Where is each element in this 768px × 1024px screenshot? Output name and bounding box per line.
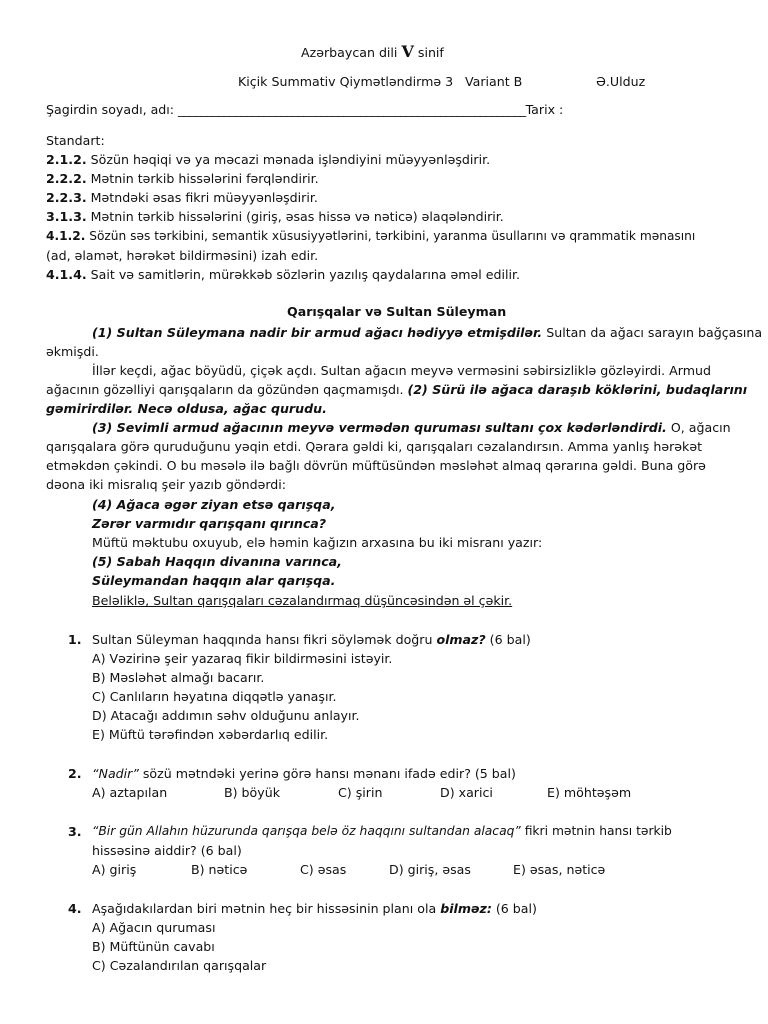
standard-item: 2.2.2. Mətnin tərkib hissələrini fərqləndirir. xyxy=(46,171,319,186)
question-1-option-e[interactable]: E) Müftü tərəfindən xəbərdarlıq edilir. xyxy=(92,727,329,742)
question-2-option-a[interactable]: A) aztapılan xyxy=(92,785,168,800)
question-3-number: 3. xyxy=(68,824,82,839)
question-2-text: “Nadir” sözü mətndəki yerinə görə hansı mənanı ifadə edir? (5 bal) xyxy=(92,766,516,781)
question-3-option-c[interactable]: C) əsas xyxy=(300,862,347,877)
standard-item: 4.1.4. Sait və samitlərin, mürəkkəb sözlərin yazılış qaydalarına əməl edilir. xyxy=(46,267,521,282)
question-1-option-b[interactable]: B) Məsləhət almağı bacarır. xyxy=(92,670,265,685)
story-conclusion: Beləliklə, Sultan qarışqaları cəzalandırmaq düşüncəsindən əl çəkir. xyxy=(92,593,513,608)
standard-item: 2.2.3. Mətndəki əsas fikri müəyyənləşdirir. xyxy=(46,190,318,205)
story-paragraph-1-cont: əkmişdi. xyxy=(46,344,99,359)
question-2-option-e[interactable]: E) möhtəşəm xyxy=(547,785,632,800)
verse-4-line-2: Zərər varmıdır qarışqanı qırınca? xyxy=(92,516,327,531)
question-1-option-d[interactable]: D) Atacağı addımın səhv olduğunu anlayır. xyxy=(92,708,360,723)
student-name-row xyxy=(46,102,563,117)
story-paragraph-3-cont: dəona iki misralıq şeir yazıb göndərdi: xyxy=(46,477,287,492)
question-3-option-a[interactable]: A) giriş xyxy=(92,862,137,877)
verse-5-line-1: (5) Sabah Haqqın divanına varınca, xyxy=(92,554,342,569)
question-1-option-c[interactable]: C) Canlıların həyatına diqqətlə yanaşır. xyxy=(92,689,337,704)
story-paragraph-2: İllər keçdi, ağac böyüdü, çiçək açdı. Sultan ağacın meyvə verməsini səbirsizliklə gözləyirdi. Armud xyxy=(92,363,711,378)
question-4-option-b[interactable]: B) Müftünün cavabı xyxy=(92,939,215,954)
grade-word: sinif xyxy=(417,45,444,60)
story-paragraph-3: (3) Sevimli armud ağacının meyvə vermədən quruması sultanı çox kədərləndirdi. O, ağacın xyxy=(92,420,731,435)
question-1-option-a[interactable]: A) Vəzirinə şeir yazaraq fikir bildirməsini istəyir. xyxy=(92,651,393,666)
question-3-option-b[interactable]: B) nəticə xyxy=(191,862,248,877)
story-paragraph-3-cont: qarışqalara görə quruduğunu yəqin etdi. Qərara gəldi ki, qarışqaları cəzalandırsın. Amma yanlış hərəkət xyxy=(46,439,703,454)
verse-5-line-2: Süleymandan haqqın alar qarışqa. xyxy=(92,573,336,588)
question-1-text: Sultan Süleyman haqqında hansı fikri söyləmək doğru olmaz? (6 bal) xyxy=(92,632,531,647)
question-3-option-d[interactable]: D) giriş, əsas xyxy=(389,862,471,877)
grade-roman: V xyxy=(401,42,414,61)
mufti-line: Müftü məktubu oxuyub, elə həmin kağızın arxasına bu iki misranı yazır: xyxy=(92,535,543,550)
question-2-option-d[interactable]: D) xarici xyxy=(440,785,493,800)
story-paragraph-2-cont: ağacının gözəlliyi qarışqaların da gözündən qaçmamışdı. (2) Sürü ilə ağaca daraşıb köklərini, budaqlarını xyxy=(46,382,748,397)
variant: Variant B xyxy=(465,74,523,89)
date-label: Tarix : xyxy=(525,102,564,117)
author: Ə.Ulduz xyxy=(596,74,646,89)
name-label: Şagirdin soyadı, adı: xyxy=(46,102,175,117)
story-title: Qarışqalar və Sultan Süleyman xyxy=(287,304,507,319)
story-paragraph-3-cont: etməkdən çəkindi. O bu məsələ ilə bağlı dövrün müftüsündən məsləhət almaq qərarına gəldi. Buna görə xyxy=(46,458,706,473)
subject: Azərbaycan dili xyxy=(301,45,398,60)
question-2-option-c[interactable]: C) şirin xyxy=(338,785,383,800)
question-2-number: 2. xyxy=(68,766,82,781)
standard-item: 3.1.3. Mətnin tərkib hissələrini (giriş, əsas hissə və nəticə) əlaqələndirir. xyxy=(46,209,504,224)
standards-title: Standart: xyxy=(46,133,105,148)
question-3-option-e[interactable]: E) əsas, nəticə xyxy=(513,862,606,877)
header-subject-line xyxy=(301,42,444,61)
question-3-text-cont: hissəsinə aiddir? (6 bal) xyxy=(92,843,242,858)
story-paragraph-1: (1) Sultan Süleymana nadir bir armud ağacı hədiyyə etmişdilər. Sultan da ağacı sarayın bağçasına xyxy=(92,325,763,340)
standard-item: 2.1.2. Sözün həqiqi və ya məcazi mənada işləndiyini müəyyənləşdirir. xyxy=(46,152,491,167)
question-4-number: 4. xyxy=(68,901,82,916)
test-title: Kiçik Summativ Qiymətləndirmə 3 xyxy=(238,74,454,89)
story-paragraph-2-bold: gəmirirdilər. Necə oldusa, ağac qurudu. xyxy=(46,401,327,416)
name-blank[interactable]: _____________________________________________________________ xyxy=(178,102,526,117)
question-4-option-a[interactable]: A) Ağacın quruması xyxy=(92,920,216,935)
question-4-option-c[interactable]: C) Cəzalandırılan qarışqalar xyxy=(92,958,267,973)
question-3-text: “Bir gün Allahın hüzurunda qarışqa belə öz haqqını sultandan alacaq” fikri mətnin hansı tərkib xyxy=(92,824,672,838)
standard-item-continued: (ad, əlamət, hərəkət bildirməsini) izah edir. xyxy=(46,248,319,263)
question-1-number: 1. xyxy=(68,632,82,647)
question-2-option-b[interactable]: B) böyük xyxy=(224,785,280,800)
verse-4-line-1: (4) Ağaca əgər ziyan etsə qarışqa, xyxy=(92,497,336,512)
standard-item: 4.1.2. Sözün səs tərkibini, semantik xüsusiyyətlərini, tərkibini, yaranma üsullarını və qrammatik mənasını xyxy=(46,229,696,243)
question-4-text: Aşağıdakılardan biri mətnin heç bir hissəsinin planı ola bilməz: (6 bal) xyxy=(92,901,537,916)
